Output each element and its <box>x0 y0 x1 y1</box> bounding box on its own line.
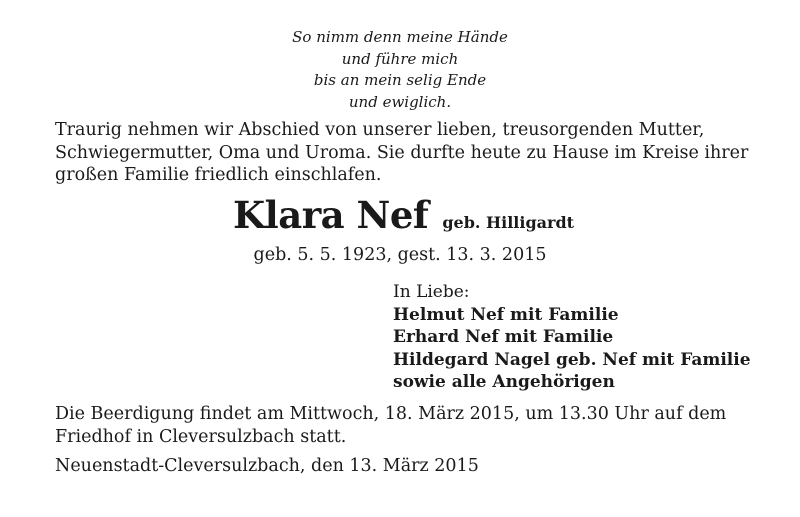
intro-line: Schwiegermutter, Oma und Uroma. Sie durfte heute zu Hause im Kreise ihrer <box>55 142 749 163</box>
maiden-name: geb. Hilligardt <box>442 213 575 232</box>
mourners-label: In Liebe: <box>393 282 470 302</box>
poem <box>0 27 800 113</box>
poem-line: So nimm denn meine Hände <box>292 28 508 46</box>
funeral-line: Friedhof in Cleversulzbach statt. <box>55 426 347 447</box>
place-and-date: Neuenstadt-Cleversulzbach, den 13. März 2015 <box>55 456 479 476</box>
intro-line: großen Familie friedlich einschlafen. <box>55 165 382 185</box>
mourner-name: Erhard Nef mit Familie <box>393 327 614 347</box>
mourner-name: sowie alle Angehörigen <box>393 372 615 392</box>
funeral-line: Die Beerdigung findet am Mittwoch, 18. März 2015, um 13.30 Uhr auf dem <box>55 404 727 424</box>
mourner-name: Helmut Nef mit Familie <box>393 304 619 325</box>
poem-line: und führe mich <box>341 49 459 68</box>
deceased-name: Klara Nef <box>233 193 429 237</box>
intro-text <box>55 119 755 187</box>
poem-line: und ewiglich. <box>348 92 452 111</box>
mourner-name: Hildegard Nagel geb. Nef mit Familie <box>393 349 751 370</box>
funeral-info <box>55 403 765 448</box>
deceased-name-line <box>233 193 574 237</box>
intro-line: Traurig nehmen wir Abschied von unserer lieben, treusorgenden Mutter, <box>55 120 705 140</box>
mourners-block <box>393 281 751 394</box>
poem-line: bis an mein selig Ende <box>313 71 487 89</box>
life-dates: geb. 5. 5. 1923, gest. 13. 3. 2015 <box>253 245 547 265</box>
